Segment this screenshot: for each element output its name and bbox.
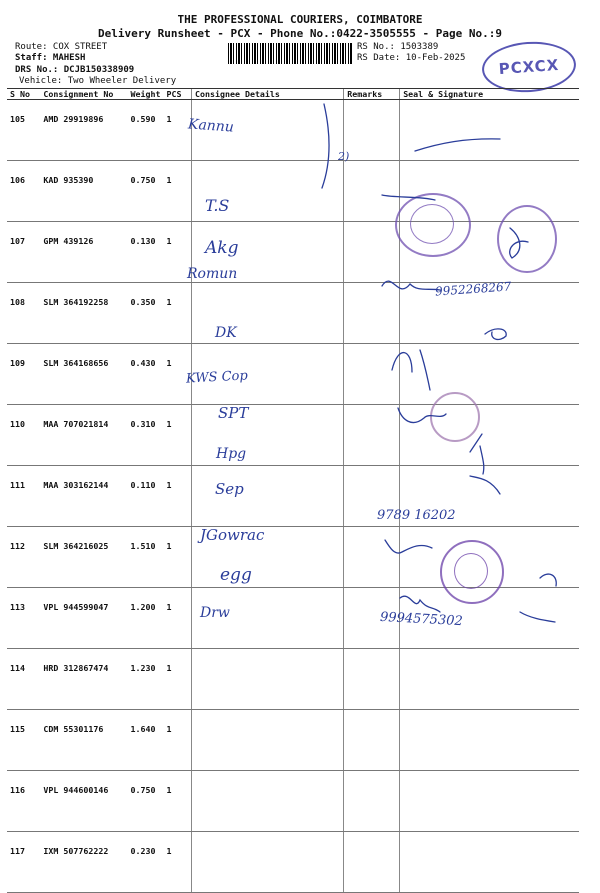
cell-pcs: 1 <box>164 771 192 832</box>
cell-weight: 0.130 <box>128 222 164 283</box>
barcode <box>228 43 352 64</box>
cell-pcs: 1 <box>164 649 192 710</box>
cell-seal <box>400 100 579 161</box>
drs-number: DRS No.: DCJB150338909 <box>15 65 135 75</box>
cell-weight: 1.640 <box>128 710 164 771</box>
cell-weight: 1.200 <box>128 588 164 649</box>
handwritten-name: Akg <box>205 238 239 258</box>
cell-consignee <box>192 771 344 832</box>
cell-seal <box>400 344 579 405</box>
company-title: THE PROFESSIONAL COURIERS, COIMBATORE <box>177 13 423 26</box>
cell-sno: 106 <box>7 161 40 222</box>
cell-weight: 0.430 <box>128 344 164 405</box>
cell-remarks <box>344 832 400 893</box>
table-row <box>7 100 579 161</box>
handwritten-name: JGowrac <box>200 526 265 544</box>
table-row <box>7 649 579 710</box>
cell-consignment: IXM 507762222 <box>40 832 127 893</box>
cell-weight: 0.110 <box>128 466 164 527</box>
table-row <box>7 466 579 527</box>
cell-weight: 0.310 <box>128 405 164 466</box>
cell-remarks <box>344 771 400 832</box>
cell-seal <box>400 771 579 832</box>
handwritten-name: Sep <box>215 480 244 498</box>
cell-consignment: HRD 312867474 <box>40 649 127 710</box>
cell-consignment: VPL 944600146 <box>40 771 127 832</box>
cell-consignee <box>192 405 344 466</box>
col-sno: S No <box>7 89 40 100</box>
staff-label: Staff: MAHESH <box>15 53 86 63</box>
handwritten-remark: 2) <box>338 150 350 163</box>
handwritten-name: DK <box>215 325 237 341</box>
cell-sno: 107 <box>7 222 40 283</box>
cell-pcs: 1 <box>164 832 192 893</box>
cell-remarks <box>344 100 400 161</box>
cell-seal <box>400 710 579 771</box>
rs-number: RS No.: 1503389 <box>357 42 439 52</box>
col-remarks: Remarks <box>344 89 400 100</box>
cell-sno: 113 <box>7 588 40 649</box>
company-seal-inner <box>410 204 454 244</box>
table-row <box>7 771 579 832</box>
route-label: Route: COX STREET <box>15 42 108 52</box>
table-row <box>7 344 579 405</box>
cell-pcs: 1 <box>164 588 192 649</box>
cell-seal <box>400 649 579 710</box>
table-header-row <box>7 89 579 100</box>
cell-remarks <box>344 161 400 222</box>
handwritten-name: Romun <box>187 266 238 282</box>
cell-remarks <box>344 710 400 771</box>
table-row <box>7 710 579 771</box>
table-row <box>7 161 579 222</box>
col-pcs: PCS <box>164 89 192 100</box>
cell-consignment: KAD 935390 <box>40 161 127 222</box>
company-seal <box>497 205 557 273</box>
cell-pcs: 1 <box>164 100 192 161</box>
cell-seal <box>400 405 579 466</box>
rs-date: RS Date: 10-Feb-2025 <box>357 53 466 63</box>
cell-consignee <box>192 832 344 893</box>
table-row <box>7 405 579 466</box>
handwritten-name: Hpg <box>216 446 247 462</box>
handwritten-name: egg <box>220 565 252 585</box>
handwritten-name: SPT <box>218 404 249 422</box>
runsheet-table <box>7 88 579 893</box>
handwritten-name: T.S <box>205 196 230 215</box>
col-weight: Weight <box>128 89 164 100</box>
cell-sno: 112 <box>7 527 40 588</box>
cell-weight: 0.750 <box>128 161 164 222</box>
cell-consignment: GPM 439126 <box>40 222 127 283</box>
cell-consignment: CDM 55301176 <box>40 710 127 771</box>
col-seal: Seal & Signature <box>400 89 579 100</box>
handwritten-phone: 9789 16202 <box>377 508 456 523</box>
handwritten-name: Kannu <box>187 116 235 136</box>
cell-pcs: 1 <box>164 161 192 222</box>
cell-pcs: 1 <box>164 466 192 527</box>
runsheet-subtitle: Delivery Runsheet - PCX - Phone No.:0422-3505555 - Page No.:9 <box>98 27 502 40</box>
cell-weight: 1.510 <box>128 527 164 588</box>
cell-consignment: VPL 944599047 <box>40 588 127 649</box>
cell-weight: 0.590 <box>128 100 164 161</box>
cell-consignment: SLM 364216025 <box>40 527 127 588</box>
cell-pcs: 1 <box>164 710 192 771</box>
cell-weight: 1.230 <box>128 649 164 710</box>
handwritten-phone: 9952268267 <box>434 279 512 299</box>
table-row <box>7 222 579 283</box>
cell-sno: 111 <box>7 466 40 527</box>
col-consignee: Consignee Details <box>192 89 344 100</box>
cell-consignment: AMD 29919896 <box>40 100 127 161</box>
cell-pcs: 1 <box>164 405 192 466</box>
cell-weight: 0.230 <box>128 832 164 893</box>
table-row <box>7 832 579 893</box>
cell-weight: 0.350 <box>128 283 164 344</box>
cell-remarks <box>344 283 400 344</box>
cell-sno: 105 <box>7 100 40 161</box>
cell-sno: 108 <box>7 283 40 344</box>
company-seal-inner <box>454 553 488 589</box>
cell-sno: 109 <box>7 344 40 405</box>
cell-sno: 114 <box>7 649 40 710</box>
cell-pcs: 1 <box>164 222 192 283</box>
cell-sno: 117 <box>7 832 40 893</box>
cell-sno: 116 <box>7 771 40 832</box>
cell-consignment: SLM 364192258 <box>40 283 127 344</box>
pcx-stamp: PCXCX <box>480 39 577 95</box>
cell-consignment: SLM 364168656 <box>40 344 127 405</box>
handwritten-phone: 9994575302 <box>379 609 464 630</box>
cell-sno: 110 <box>7 405 40 466</box>
company-seal <box>430 392 480 442</box>
table-row <box>7 588 579 649</box>
cell-sno: 115 <box>7 710 40 771</box>
cell-consignee <box>192 649 344 710</box>
cell-pcs: 1 <box>164 344 192 405</box>
cell-consignment: MAA 707021814 <box>40 405 127 466</box>
handwritten-name: KWS Cop <box>185 368 249 387</box>
vehicle-label: Vehicle: Two Wheeler Delivery <box>19 76 177 86</box>
cell-remarks <box>344 405 400 466</box>
cell-weight: 0.750 <box>128 771 164 832</box>
cell-seal <box>400 832 579 893</box>
cell-remarks <box>344 222 400 283</box>
cell-remarks <box>344 527 400 588</box>
handwritten-name: Drw <box>200 605 230 621</box>
col-consignment: Consignment No <box>40 89 127 100</box>
cell-consignment: MAA 303162144 <box>40 466 127 527</box>
cell-remarks <box>344 649 400 710</box>
cell-pcs: 1 <box>164 527 192 588</box>
cell-pcs: 1 <box>164 283 192 344</box>
cell-consignee <box>192 710 344 771</box>
cell-remarks <box>344 344 400 405</box>
